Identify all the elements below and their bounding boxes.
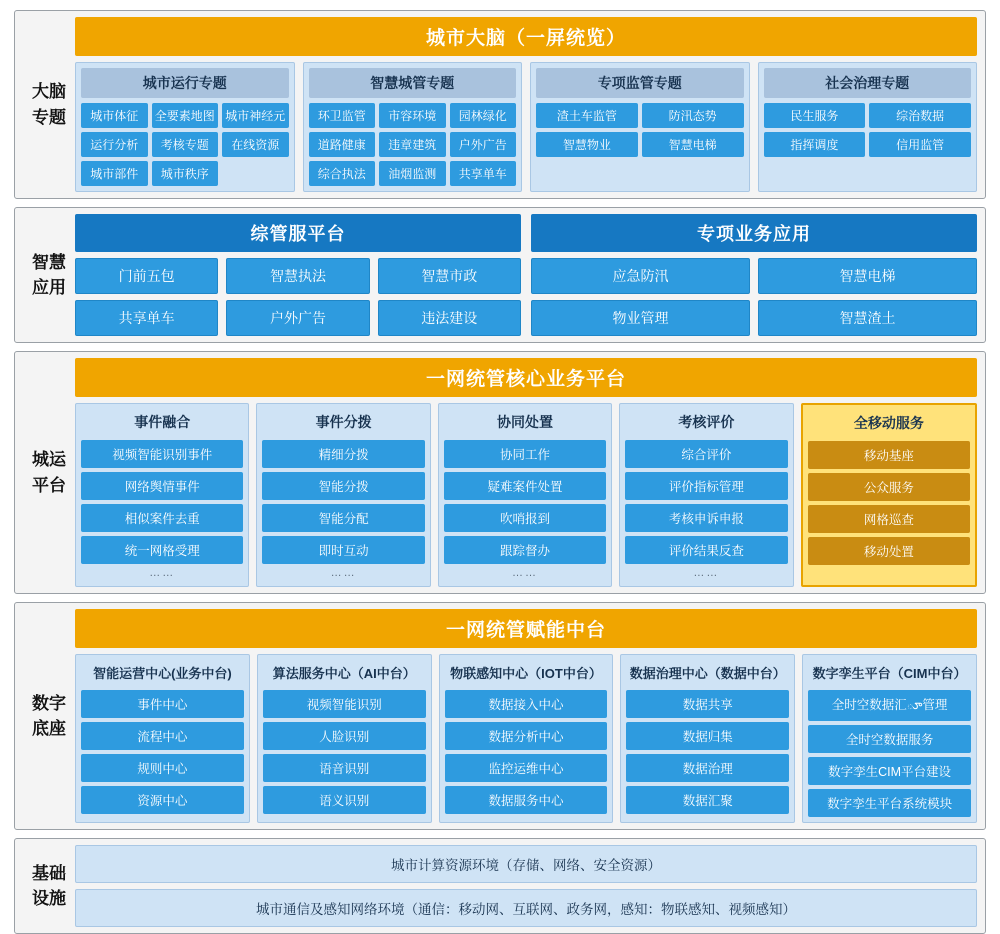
apps-left-item[interactable]: 户外广告 (226, 300, 369, 336)
base-item[interactable]: 数字孪生平台系统模块 (808, 789, 971, 817)
apps-left-item[interactable]: 智慧市政 (378, 258, 521, 294)
band-label-core-bottom: 平台 (32, 475, 66, 495)
brain-column-city-operation[interactable] (75, 62, 295, 192)
apps-right-item[interactable]: 物业管理 (531, 300, 750, 336)
brain-chip[interactable]: 违章建筑 (379, 132, 446, 157)
band-label-brain (23, 17, 75, 192)
core-columns (75, 403, 977, 587)
base-column-data-middle-office[interactable] (620, 654, 795, 823)
base-item[interactable]: 数据共享 (626, 690, 789, 718)
brain-column-special-supervision[interactable] (530, 62, 750, 192)
core-item[interactable]: 相似案件去重 (81, 504, 243, 532)
brain-chip[interactable]: 考核专题 (152, 132, 219, 157)
base-item[interactable]: 监控运维中心 (445, 754, 608, 782)
core-item[interactable]: 网络舆情事件 (81, 472, 243, 500)
brain-chip[interactable]: 园林绿化 (450, 103, 517, 128)
core-item[interactable]: 评价结果反查 (625, 536, 787, 564)
apps-left-group (75, 214, 521, 336)
brain-chip[interactable]: 智慧电梯 (642, 132, 744, 157)
base-item[interactable]: 语义识别 (263, 786, 426, 814)
brain-column-head: 城市运行专题 (81, 68, 289, 98)
base-item[interactable]: 视频智能识别 (263, 690, 426, 718)
apps-right-group (531, 214, 977, 336)
brain-chip[interactable]: 运行分析 (81, 132, 148, 157)
brain-chip[interactable]: 户外广告 (450, 132, 517, 157)
core-item[interactable]: 网格巡查 (808, 505, 970, 533)
core-column-dots: …… (693, 567, 720, 579)
brain-chip[interactable]: 市容环境 (379, 103, 446, 128)
brain-chip[interactable]: 指挥调度 (764, 132, 866, 157)
base-item[interactable]: 流程中心 (81, 722, 244, 750)
core-title: 一网统管核心业务平台 (75, 358, 977, 397)
apps-right-item[interactable]: 智慧电梯 (758, 258, 977, 294)
brain-column-head: 专项监管专题 (536, 68, 744, 98)
core-item[interactable]: 即时互动 (262, 536, 424, 564)
brain-chip[interactable]: 城市体征 (81, 103, 148, 128)
core-column-head: 事件融合 (134, 414, 191, 430)
base-item[interactable]: 人脸识别 (263, 722, 426, 750)
infra-line-compute: 城市计算资源环境（存储、网络、安全资源） (75, 845, 977, 883)
band-label-infra-top: 基础 (32, 863, 66, 883)
brain-chip[interactable]: 信用监管 (869, 132, 971, 157)
core-item[interactable]: 统一网格受理 (81, 536, 243, 564)
base-item[interactable]: 数据分析中心 (445, 722, 608, 750)
core-item[interactable]: 移动基座 (808, 441, 970, 469)
band-label-brain-bottom: 专题 (32, 107, 66, 127)
apps-left-item[interactable]: 共享单车 (75, 300, 218, 336)
core-item[interactable]: 吹哨报到 (444, 504, 606, 532)
band-label-apps (23, 214, 75, 336)
band-core-platform (14, 351, 986, 594)
brain-columns (75, 62, 977, 192)
core-column-dots: …… (330, 567, 357, 579)
brain-column-head: 社会治理专题 (764, 68, 972, 98)
brain-column-head: 智慧城管专题 (309, 68, 517, 98)
brain-chip[interactable]: 防汛态势 (642, 103, 744, 128)
brain-chip[interactable]: 全要素地图 (152, 103, 219, 128)
base-column-cim-platform[interactable] (802, 654, 977, 823)
core-item[interactable]: 疑难案件处置 (444, 472, 606, 500)
infra-line-network: 城市通信及感知网络环境（通信：移动网、互联网、政务网，感知：物联感知、视频感知） (75, 889, 977, 927)
base-column-head: 智能运营中心(业务中台) (93, 666, 232, 681)
brain-chip[interactable]: 城市秩序 (152, 161, 219, 186)
base-item[interactable]: 数据服务中心 (445, 786, 608, 814)
brain-column-social-governance[interactable] (758, 62, 978, 192)
brain-title: 城市大脑（一屏统览） (75, 17, 977, 56)
apps-left-title: 综管服平台 (75, 214, 521, 252)
band-label-brain-top: 大脑 (32, 82, 66, 101)
apps-left-item[interactable]: 违法建设 (378, 300, 521, 336)
core-item[interactable]: 跟踪督办 (444, 536, 606, 564)
core-item[interactable]: 综合评价 (625, 440, 787, 468)
base-column-ai-middle-office[interactable] (257, 654, 432, 823)
base-item[interactable]: 数据治理 (626, 754, 789, 782)
base-item[interactable]: 数据接入中心 (445, 690, 608, 718)
brain-chip[interactable]: 渣土车监管 (536, 103, 638, 128)
band-smart-applications (14, 207, 986, 343)
base-item[interactable]: 数字孪生CIM平台建设 (808, 757, 971, 785)
brain-chip[interactable]: 综合执法 (309, 161, 376, 186)
brain-chip[interactable]: 共享单车 (450, 161, 517, 186)
band-label-base-bottom: 底座 (32, 719, 66, 738)
core-item[interactable]: 视频智能识别事件 (81, 440, 243, 468)
band-label-infra-bottom: 设施 (32, 889, 66, 908)
band-label-infra (23, 845, 75, 927)
brain-column-smart-urban-mgmt[interactable] (303, 62, 523, 192)
brain-chip[interactable]: 道路健康 (309, 132, 376, 157)
core-column-collaborative-handling[interactable] (438, 403, 612, 587)
core-column-head: 事件分拨 (315, 414, 372, 430)
apps-right-item[interactable]: 智慧渣土 (758, 300, 977, 336)
base-item[interactable]: 全时空数据服务 (808, 725, 971, 753)
core-column-dots: …… (512, 567, 539, 579)
brain-chip[interactable]: 智慧物业 (536, 132, 638, 157)
core-column-head: 全移动服务 (853, 415, 924, 431)
core-column-head: 协同处置 (497, 414, 554, 430)
apps-left-item[interactable]: 门前五包 (75, 258, 218, 294)
band-label-base-top: 数字 (32, 693, 66, 713)
base-column-iot-middle-office[interactable] (439, 654, 614, 823)
core-item[interactable]: 考核申诉申报 (625, 504, 787, 532)
base-columns (75, 654, 977, 823)
brain-chip[interactable]: 油烟监测 (379, 161, 446, 186)
core-item[interactable]: 公众服务 (808, 473, 970, 501)
base-title: 一网统管赋能中台 (75, 609, 977, 648)
core-item[interactable]: 精细分拨 (262, 440, 424, 468)
brain-chip[interactable]: 民生服务 (764, 103, 866, 128)
brain-chip[interactable]: 城市神经元 (222, 103, 289, 128)
core-column-head: 考核评价 (678, 414, 735, 430)
base-item[interactable]: 数据汇聚 (626, 786, 789, 814)
band-infrastructure (14, 838, 986, 934)
base-column-head: 算法服务中心（AI中台） (272, 666, 416, 681)
band-digital-base (14, 602, 986, 830)
base-item[interactable]: 全时空数据汇ూ管理 (808, 690, 971, 721)
core-column-event-dispatch[interactable] (256, 403, 430, 587)
base-column-head: 数据治理中心（数据中台） (629, 666, 786, 681)
apps-right-item[interactable]: 应急防汛 (531, 258, 750, 294)
apps-right-title: 专项业务应用 (531, 214, 977, 252)
brain-chip[interactable]: 综治数据 (869, 103, 971, 128)
core-item[interactable]: 协同工作 (444, 440, 606, 468)
band-label-core-top: 城运 (32, 450, 66, 469)
base-item[interactable]: 语音识别 (263, 754, 426, 782)
core-item[interactable]: 评价指标管理 (625, 472, 787, 500)
band-label-apps-bottom: 应用 (32, 278, 66, 297)
base-column-head: 数字孪生平台（CIM中台） (812, 666, 967, 681)
base-item[interactable]: 规则中心 (81, 754, 244, 782)
core-item[interactable]: 智能分配 (262, 504, 424, 532)
band-label-base (23, 609, 75, 823)
core-column-full-mobile-service[interactable] (801, 403, 977, 587)
apps-left-item[interactable]: 智慧执法 (226, 258, 369, 294)
band-label-apps-top: 智慧 (32, 252, 66, 272)
base-item[interactable]: 资源中心 (81, 786, 244, 814)
brain-chip[interactable]: 在线资源 (222, 132, 289, 157)
base-column-business-middle-office[interactable] (75, 654, 250, 823)
core-column-assessment[interactable] (619, 403, 793, 587)
core-column-dots: …… (149, 567, 176, 579)
core-column-event-fusion[interactable] (75, 403, 249, 587)
base-column-head: 物联感知中心（IOT中台） (450, 666, 602, 681)
brain-chip[interactable]: 环卫监管 (309, 103, 376, 128)
brain-chip[interactable]: 城市部件 (81, 161, 148, 186)
base-item[interactable]: 事件中心 (81, 690, 244, 718)
core-item[interactable]: 智能分拨 (262, 472, 424, 500)
band-label-core (23, 358, 75, 587)
core-item[interactable]: 移动处置 (808, 537, 970, 565)
base-item[interactable]: 数据归集 (626, 722, 789, 750)
band-city-brain (14, 10, 986, 199)
